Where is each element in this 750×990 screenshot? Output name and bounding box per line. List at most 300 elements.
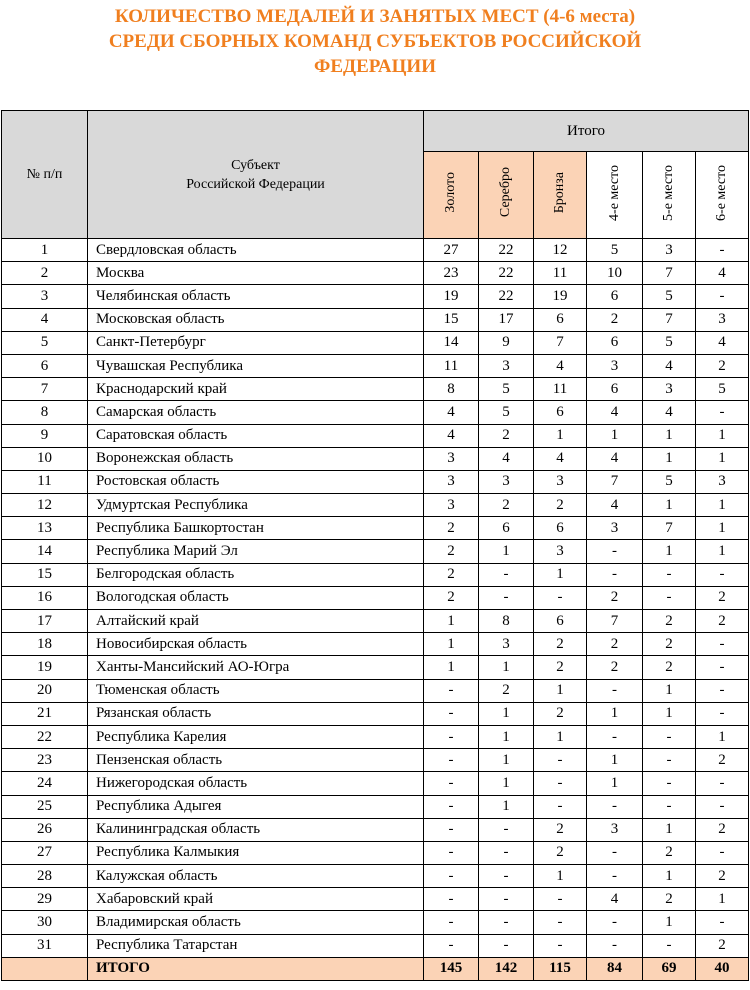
cell-5th-place: 1 — [643, 911, 696, 934]
cell-gold: 2 — [424, 540, 479, 563]
cell-bronze: 7 — [534, 331, 587, 354]
cell-4th-place: 4 — [587, 401, 643, 424]
cell-5th-place: 1 — [643, 494, 696, 517]
cell-bronze: 2 — [534, 633, 587, 656]
row-subject: Рязанская область — [88, 702, 424, 725]
total-6th-place: 40 — [696, 957, 749, 980]
cell-silver: - — [479, 586, 534, 609]
cell-4th-place: 4 — [587, 494, 643, 517]
cell-bronze: 6 — [534, 308, 587, 331]
row-number: 29 — [2, 888, 88, 911]
cell-bronze: - — [534, 911, 587, 934]
table-row — [2, 702, 749, 725]
row-number: 9 — [2, 424, 88, 447]
page-title — [0, 4, 750, 79]
cell-silver: 1 — [479, 656, 534, 679]
cell-bronze: 2 — [534, 494, 587, 517]
cell-4th-place: - — [587, 795, 643, 818]
cell-silver: - — [479, 563, 534, 586]
header-gold-label: Золото — [443, 172, 458, 213]
row-number: 19 — [2, 656, 88, 679]
cell-4th-place: 4 — [587, 447, 643, 470]
cell-gold: 3 — [424, 470, 479, 493]
cell-silver: - — [479, 865, 534, 888]
cell-6th-place: 1 — [696, 725, 749, 748]
table-row — [2, 865, 749, 888]
table-row — [2, 772, 749, 795]
cell-gold: - — [424, 702, 479, 725]
cell-gold: 23 — [424, 262, 479, 285]
row-number: 21 — [2, 702, 88, 725]
cell-gold: - — [424, 911, 479, 934]
row-number: 2 — [2, 262, 88, 285]
header-subject-line-1: Субъект — [231, 157, 280, 173]
cell-silver: 6 — [479, 517, 534, 540]
cell-5th-place: 3 — [643, 378, 696, 401]
table-row — [2, 841, 749, 864]
header-bronze — [534, 152, 587, 239]
cell-4th-place: 7 — [587, 610, 643, 633]
cell-6th-place: - — [696, 656, 749, 679]
cell-4th-place: - — [587, 841, 643, 864]
cell-silver: 1 — [479, 540, 534, 563]
header-6th-place — [696, 152, 749, 239]
cell-4th-place: 2 — [587, 308, 643, 331]
cell-gold: 2 — [424, 517, 479, 540]
cell-bronze: 3 — [534, 470, 587, 493]
table-row — [2, 470, 749, 493]
cell-4th-place: - — [587, 934, 643, 957]
row-subject: Тюменская область — [88, 679, 424, 702]
header-itogo: Итого — [424, 111, 749, 152]
cell-gold: - — [424, 865, 479, 888]
cell-silver: 3 — [479, 354, 534, 377]
title-line-2: СРЕДИ СБОРНЫХ КОМАНД СУБЪЕКТОВ РОССИЙСКОЙ — [108, 31, 642, 52]
row-subject: Республика Марий Эл — [88, 540, 424, 563]
table-row — [2, 934, 749, 957]
cell-6th-place: - — [696, 772, 749, 795]
table-row — [2, 888, 749, 911]
cell-silver: 22 — [479, 285, 534, 308]
cell-bronze: - — [534, 586, 587, 609]
header-silver-label: Серебро — [498, 167, 513, 218]
header-5th-place — [643, 152, 696, 239]
row-subject: Ростовская область — [88, 470, 424, 493]
cell-5th-place: 1 — [643, 702, 696, 725]
cell-4th-place: - — [587, 911, 643, 934]
header-5th-place-label: 5-е место — [661, 164, 676, 221]
title-line-3: ФЕДЕРАЦИИ — [314, 56, 436, 77]
total-4th-place: 84 — [587, 957, 643, 980]
table-row — [2, 262, 749, 285]
cell-gold: - — [424, 818, 479, 841]
cell-6th-place: 1 — [696, 517, 749, 540]
cell-4th-place: - — [587, 725, 643, 748]
cell-5th-place: 2 — [643, 841, 696, 864]
row-subject: Москва — [88, 262, 424, 285]
cell-silver: - — [479, 818, 534, 841]
cell-silver: 5 — [479, 401, 534, 424]
cell-6th-place: 2 — [696, 865, 749, 888]
table-row — [2, 331, 749, 354]
cell-6th-place: 2 — [696, 934, 749, 957]
cell-4th-place: 3 — [587, 517, 643, 540]
row-subject: Московская область — [88, 308, 424, 331]
header-subject — [88, 111, 424, 239]
cell-4th-place: - — [587, 865, 643, 888]
table-row — [2, 239, 749, 262]
row-subject: Республика Калмыкия — [88, 841, 424, 864]
row-number: 1 — [2, 239, 88, 262]
cell-gold: 2 — [424, 586, 479, 609]
cell-6th-place: 2 — [696, 610, 749, 633]
table-row — [2, 401, 749, 424]
row-subject: Хабаровский край — [88, 888, 424, 911]
cell-silver: 3 — [479, 470, 534, 493]
table-body — [2, 239, 749, 958]
cell-gold: 19 — [424, 285, 479, 308]
table-row — [2, 494, 749, 517]
header-subject-line-2: Российской Федерации — [186, 176, 325, 192]
row-subject: Владимирская область — [88, 911, 424, 934]
row-subject: Республика Карелия — [88, 725, 424, 748]
cell-5th-place: 3 — [643, 239, 696, 262]
row-subject: Калининградская область — [88, 818, 424, 841]
row-number: 6 — [2, 354, 88, 377]
cell-bronze: - — [534, 934, 587, 957]
cell-6th-place: 2 — [696, 354, 749, 377]
cell-4th-place: 6 — [587, 378, 643, 401]
cell-5th-place: 7 — [643, 517, 696, 540]
cell-4th-place: 7 — [587, 470, 643, 493]
cell-silver: - — [479, 934, 534, 957]
cell-gold: 11 — [424, 354, 479, 377]
cell-5th-place: 1 — [643, 424, 696, 447]
cell-4th-place: 1 — [587, 702, 643, 725]
cell-bronze: 11 — [534, 378, 587, 401]
cell-4th-place: 3 — [587, 818, 643, 841]
row-number: 16 — [2, 586, 88, 609]
cell-gold: - — [424, 749, 479, 772]
total-label: ИТОГО — [88, 957, 424, 980]
cell-bronze: 1 — [534, 725, 587, 748]
row-number: 8 — [2, 401, 88, 424]
cell-bronze: 6 — [534, 610, 587, 633]
cell-silver: 5 — [479, 378, 534, 401]
cell-silver: 1 — [479, 795, 534, 818]
row-subject: Республика Адыгея — [88, 795, 424, 818]
row-number: 7 — [2, 378, 88, 401]
cell-bronze: 11 — [534, 262, 587, 285]
medals-table — [1, 110, 749, 981]
cell-6th-place: 5 — [696, 378, 749, 401]
cell-6th-place: 3 — [696, 470, 749, 493]
table-row — [2, 818, 749, 841]
cell-silver: - — [479, 888, 534, 911]
cell-gold: - — [424, 934, 479, 957]
cell-5th-place: 4 — [643, 401, 696, 424]
table-row — [2, 586, 749, 609]
row-number: 31 — [2, 934, 88, 957]
cell-5th-place: 5 — [643, 470, 696, 493]
cell-5th-place: 2 — [643, 888, 696, 911]
cell-silver: - — [479, 911, 534, 934]
table-row — [2, 725, 749, 748]
cell-5th-place: 7 — [643, 262, 696, 285]
cell-6th-place: - — [696, 911, 749, 934]
cell-5th-place: - — [643, 725, 696, 748]
cell-6th-place: 2 — [696, 749, 749, 772]
cell-5th-place: 1 — [643, 818, 696, 841]
cell-gold: 27 — [424, 239, 479, 262]
row-number: 30 — [2, 911, 88, 934]
cell-5th-place: 1 — [643, 540, 696, 563]
cell-gold: 4 — [424, 424, 479, 447]
row-number: 24 — [2, 772, 88, 795]
row-subject: Удмуртская Республика — [88, 494, 424, 517]
cell-silver: 2 — [479, 424, 534, 447]
row-subject: Чувашская Республика — [88, 354, 424, 377]
header-silver — [479, 152, 534, 239]
cell-5th-place: 1 — [643, 679, 696, 702]
table-row — [2, 447, 749, 470]
table-row — [2, 563, 749, 586]
cell-5th-place: 1 — [643, 865, 696, 888]
row-number: 15 — [2, 563, 88, 586]
cell-bronze: 6 — [534, 517, 587, 540]
cell-bronze: - — [534, 772, 587, 795]
cell-gold: 3 — [424, 494, 479, 517]
cell-5th-place: 2 — [643, 656, 696, 679]
cell-4th-place: 1 — [587, 749, 643, 772]
table-row — [2, 610, 749, 633]
row-subject: Ханты-Мансийский АО-Югра — [88, 656, 424, 679]
cell-4th-place: 6 — [587, 331, 643, 354]
cell-4th-place: - — [587, 540, 643, 563]
cell-silver: 4 — [479, 447, 534, 470]
row-subject: Алтайский край — [88, 610, 424, 633]
cell-6th-place: 4 — [696, 262, 749, 285]
cell-silver: 2 — [479, 679, 534, 702]
table-row — [2, 633, 749, 656]
header-6th-place-label: 6-е место — [714, 164, 730, 221]
row-number: 5 — [2, 331, 88, 354]
cell-6th-place: - — [696, 702, 749, 725]
table-row — [2, 285, 749, 308]
row-number: 25 — [2, 795, 88, 818]
row-number: 28 — [2, 865, 88, 888]
cell-bronze: 2 — [534, 702, 587, 725]
cell-6th-place: - — [696, 401, 749, 424]
cell-bronze: 1 — [534, 679, 587, 702]
table-row — [2, 679, 749, 702]
row-number: 13 — [2, 517, 88, 540]
table-row — [2, 424, 749, 447]
table-row — [2, 378, 749, 401]
row-number: 22 — [2, 725, 88, 748]
header-bronze-label: Бронза — [552, 171, 567, 214]
cell-6th-place: - — [696, 679, 749, 702]
table-row — [2, 656, 749, 679]
cell-5th-place: - — [643, 795, 696, 818]
row-subject: Новосибирская область — [88, 633, 424, 656]
row-number: 14 — [2, 540, 88, 563]
cell-6th-place: 1 — [696, 540, 749, 563]
cell-silver: 22 — [479, 262, 534, 285]
cell-6th-place: 4 — [696, 331, 749, 354]
cell-silver: 3 — [479, 633, 534, 656]
row-number: 26 — [2, 818, 88, 841]
cell-gold: - — [424, 679, 479, 702]
table-row — [2, 308, 749, 331]
title-line-1: КОЛИЧЕСТВО МЕДАЛЕЙ И ЗАНЯТЫХ МЕСТ (4-6 места) — [114, 6, 636, 27]
cell-6th-place: - — [696, 841, 749, 864]
cell-gold: 1 — [424, 656, 479, 679]
total-gold: 145 — [424, 957, 479, 980]
cell-4th-place: - — [587, 563, 643, 586]
header-number: № п/п — [2, 111, 88, 239]
table-row — [2, 517, 749, 540]
row-subject: Нижегородская область — [88, 772, 424, 795]
total-5th-place: 69 — [643, 957, 696, 980]
cell-gold: - — [424, 772, 479, 795]
cell-4th-place: - — [587, 679, 643, 702]
cell-4th-place: 1 — [587, 424, 643, 447]
row-subject: Вологодская область — [88, 586, 424, 609]
header-4th-place-label: 4-е место — [606, 164, 622, 221]
cell-silver: 8 — [479, 610, 534, 633]
cell-bronze: 3 — [534, 540, 587, 563]
row-subject: Свердловская область — [88, 239, 424, 262]
cell-bronze: - — [534, 749, 587, 772]
row-number: 11 — [2, 470, 88, 493]
cell-silver: 22 — [479, 239, 534, 262]
row-subject: Санкт-Петербург — [88, 331, 424, 354]
cell-4th-place: 2 — [587, 656, 643, 679]
row-subject: Краснодарский край — [88, 378, 424, 401]
cell-4th-place: 3 — [587, 354, 643, 377]
cell-silver: 1 — [479, 702, 534, 725]
cell-4th-place: 4 — [587, 888, 643, 911]
header-gold — [424, 152, 479, 239]
cell-5th-place: - — [643, 586, 696, 609]
cell-6th-place: 3 — [696, 308, 749, 331]
total-number — [2, 957, 88, 980]
cell-4th-place: 2 — [587, 586, 643, 609]
cell-gold: 1 — [424, 610, 479, 633]
table-row — [2, 795, 749, 818]
cell-6th-place: 2 — [696, 586, 749, 609]
row-subject: Белгородская область — [88, 563, 424, 586]
cell-bronze: 1 — [534, 865, 587, 888]
cell-bronze: 2 — [534, 818, 587, 841]
cell-5th-place: 2 — [643, 610, 696, 633]
cell-4th-place: 6 — [587, 285, 643, 308]
cell-6th-place: 1 — [696, 424, 749, 447]
cell-silver: 1 — [479, 725, 534, 748]
cell-6th-place: 2 — [696, 818, 749, 841]
total-row — [2, 957, 749, 980]
cell-bronze: 4 — [534, 354, 587, 377]
header-4th-place — [587, 152, 643, 239]
cell-6th-place: - — [696, 795, 749, 818]
cell-silver: 1 — [479, 772, 534, 795]
row-number: 20 — [2, 679, 88, 702]
cell-gold: - — [424, 725, 479, 748]
cell-4th-place: 10 — [587, 262, 643, 285]
cell-5th-place: - — [643, 749, 696, 772]
cell-gold: 2 — [424, 563, 479, 586]
cell-5th-place: 5 — [643, 331, 696, 354]
cell-5th-place: 7 — [643, 308, 696, 331]
row-subject: Республика Татарстан — [88, 934, 424, 957]
row-number: 23 — [2, 749, 88, 772]
cell-bronze: - — [534, 795, 587, 818]
table-row — [2, 749, 749, 772]
row-subject: Республика Башкортостан — [88, 517, 424, 540]
cell-6th-place: 1 — [696, 888, 749, 911]
table-row — [2, 911, 749, 934]
row-subject: Воронежская область — [88, 447, 424, 470]
cell-6th-place: - — [696, 285, 749, 308]
cell-silver: 2 — [479, 494, 534, 517]
cell-bronze: 6 — [534, 401, 587, 424]
cell-bronze: 19 — [534, 285, 587, 308]
cell-silver: - — [479, 841, 534, 864]
cell-gold: 4 — [424, 401, 479, 424]
cell-gold: 1 — [424, 633, 479, 656]
cell-6th-place: - — [696, 563, 749, 586]
cell-bronze: 2 — [534, 841, 587, 864]
table-row — [2, 354, 749, 377]
row-subject: Калужская область — [88, 865, 424, 888]
cell-bronze: 4 — [534, 447, 587, 470]
cell-bronze: - — [534, 888, 587, 911]
cell-4th-place: 1 — [587, 772, 643, 795]
cell-silver: 9 — [479, 331, 534, 354]
cell-gold: 8 — [424, 378, 479, 401]
total-bronze: 115 — [534, 957, 587, 980]
cell-5th-place: 5 — [643, 285, 696, 308]
cell-bronze: 1 — [534, 424, 587, 447]
row-number: 4 — [2, 308, 88, 331]
cell-bronze: 1 — [534, 563, 587, 586]
cell-silver: 17 — [479, 308, 534, 331]
cell-gold: - — [424, 888, 479, 911]
row-number: 27 — [2, 841, 88, 864]
cell-silver: 1 — [479, 749, 534, 772]
cell-5th-place: - — [643, 934, 696, 957]
row-number: 3 — [2, 285, 88, 308]
cell-6th-place: 1 — [696, 447, 749, 470]
cell-5th-place: 4 — [643, 354, 696, 377]
row-number: 18 — [2, 633, 88, 656]
cell-bronze: 12 — [534, 239, 587, 262]
table-row — [2, 540, 749, 563]
cell-6th-place: - — [696, 239, 749, 262]
cell-gold: 3 — [424, 447, 479, 470]
cell-6th-place: - — [696, 633, 749, 656]
cell-5th-place: - — [643, 772, 696, 795]
total-silver: 142 — [479, 957, 534, 980]
cell-bronze: 2 — [534, 656, 587, 679]
cell-gold: 15 — [424, 308, 479, 331]
row-subject: Самарская область — [88, 401, 424, 424]
cell-5th-place: 1 — [643, 447, 696, 470]
row-number: 12 — [2, 494, 88, 517]
cell-gold: - — [424, 841, 479, 864]
cell-4th-place: 5 — [587, 239, 643, 262]
